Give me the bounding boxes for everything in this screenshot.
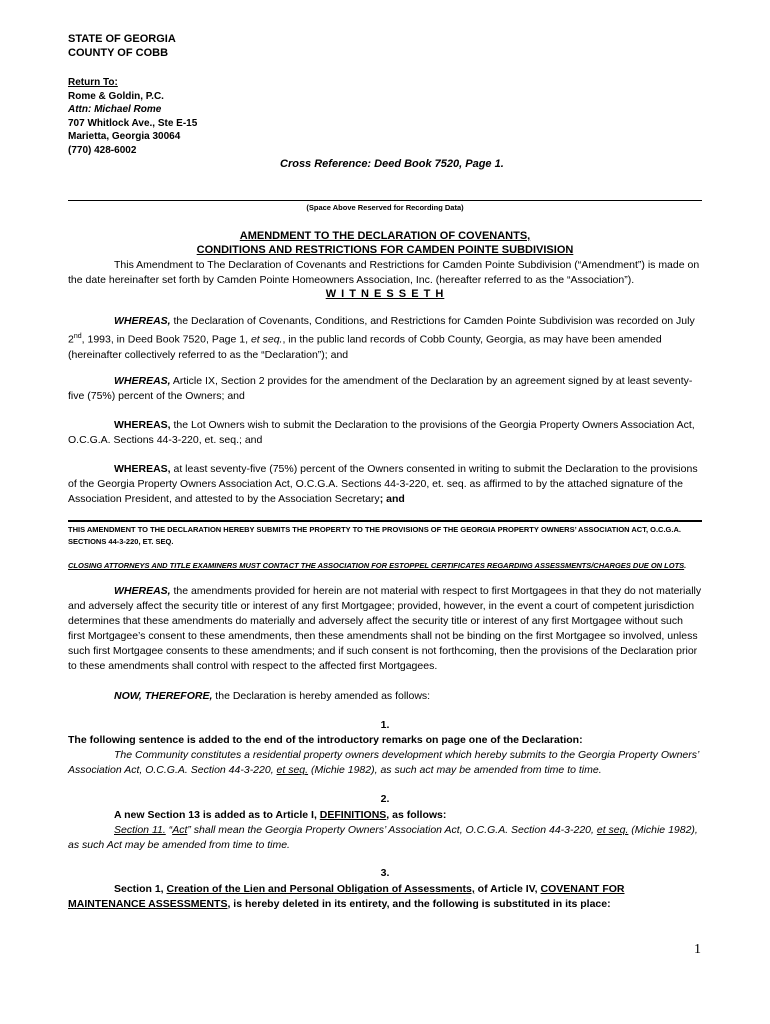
creation-of-lien-title: Creation of the Lien and Personal Obligation of Assessments, — [166, 883, 475, 895]
section-2-number: 2. — [380, 793, 390, 805]
county-line: COUNTY OF COBB — [68, 47, 169, 59]
et-seq: et seq. — [276, 764, 309, 776]
section-1-text-b: (Michie 1982), as such act may be amended from time to time. — [308, 764, 602, 776]
return-to-label: Return To: — [68, 77, 118, 88]
venue-header — [68, 32, 176, 60]
whereas-paragraph-3 — [68, 418, 702, 448]
section-3-text — [68, 882, 702, 912]
now-therefore-paragraph — [68, 689, 702, 704]
section-2-heading-b: , as follows: — [386, 809, 447, 821]
ordinal-suffix: nd — [73, 333, 82, 340]
whereas-paragraph-2 — [68, 374, 702, 404]
whereas-text: the Lot Owners wish to submit the Declaration to the provisions of the Georgia Property Owners Association Act, O.C.G.A. Sections 44-3-220, et. seq.; and — [68, 419, 695, 446]
document-title — [0, 229, 770, 257]
whereas-paragraph-5 — [68, 584, 702, 674]
whereas-text: the Declaration of Covenants, Conditions, and Restrictions for Camden Pointe Subdivision was recorded on July 2 — [68, 315, 695, 346]
now-therefore-text: the Declaration is hereby amended as follows: — [212, 690, 431, 702]
whereas-lead: WHEREAS, — [114, 585, 171, 597]
section-3-text-a: Section 1, — [114, 883, 167, 895]
whereas-text: at least seventy-five (75%) percent of the Owners consented in writing to submit the Declaration to the provisions of the Georgia Property Owners Association Act, O.C.G.A. Sections 44-3-220, et. seq. as affirmed to by the attached signature of the Association President, and attested to by the Association Secretary — [68, 463, 698, 505]
section-2-heading — [68, 808, 702, 823]
submission-notice: THIS AMENDMENT TO THE DECLARATION HEREBY SUBMITS THE PROPERTY TO THE PROVISIONS OF THE GEORGIA PROPERTY OWNERS’ ASSOCIATION ACT, O.C.G.A. SECTIONS 44-3-220, ET. SEQ. — [68, 525, 681, 546]
whereas-lead: WHEREAS, — [114, 375, 171, 387]
estoppel-notice — [68, 560, 702, 572]
section-1-heading: The following sentence is added to the end of the introductory remarks on page one of the Declaration: — [68, 734, 583, 746]
whereas-tail: ; and — [379, 493, 405, 505]
section-3-text-b: of Article IV, — [474, 883, 541, 895]
definitions-label: DEFINITIONS — [319, 809, 387, 821]
whereas-text: Article IX, Section 2 provides for the amendment of the Declaration by an agreement signed by at least seventy-five (75%) percent of the Owners; and — [68, 375, 693, 402]
address-line-1: 707 Whitlock Ave., Ste E-15 — [68, 117, 198, 129]
whereas-text-c: , in the public land records of Cobb County, Georgia, as may have been amended (hereinafter collectively referred to as the “Declaration”); and — [68, 333, 662, 361]
section-3-number: 3. — [380, 867, 390, 879]
et-seq: et seq. — [596, 824, 629, 836]
whereas-text: the amendments provided for herein are not material with respect to first Mortgagees in that they do not materially and adversely affect the security title or interest of any first Mortgagee; provided, however, in the event a court of competent jurisdiction determines that these amendments do materially and adversely affect the security title or interest of any first Mortgagee without such first Mortgagee’s consent to these amendments, then these amendments shall not be binding on the first Mortgagee so involved, unless such first Mortgagee consents to these amendments; and if such consent is not forthcoming, then the provisions of the Declaration prior to these amendments shall control with respect to the affected first Mortgagees. — [68, 585, 702, 672]
act-open-quote: “ — [165, 824, 173, 836]
estoppel-notice-period: . — [684, 561, 687, 570]
firm-name: Rome & Goldin, P.C. — [68, 90, 164, 102]
title-line-2: CONDITIONS AND RESTRICTIONS FOR CAMDEN POINTE SUBDIVISION — [196, 244, 574, 256]
whereas-lead: WHEREAS, — [114, 315, 171, 327]
estoppel-notice-text: CLOSING ATTORNEYS AND TITLE EXAMINERS MUST CONTACT THE ASSOCIATION FOR ESTOPPEL CERTIFICATES REGARDING ASSESSMENTS/CHARGES DUE ON LOTS — [68, 561, 685, 570]
witnesseth-heading: W I T N E S S E T H — [325, 288, 445, 300]
intro-paragraph: This Amendment to The Declaration of Covenants and Restrictions for Camden Pointe Subdivision (“Amendment”) is made on the date hereinafter set forth by Camden Pointe Homeowners Association, Inc. (hereafter referred to as the “Association”). — [68, 259, 700, 286]
phone-line: (770) 428-6002 — [68, 144, 137, 156]
whereas-paragraph-1 — [68, 314, 702, 363]
whereas-lead: WHEREAS, — [114, 419, 171, 431]
section-3-text-c: , is hereby deleted in its entirety, and the following is substituted in its place: — [227, 898, 611, 910]
section-1-number: 1. — [380, 719, 390, 731]
whereas-text-b: , 1993, in Deed Book 7520, Page 1, — [81, 333, 251, 346]
whereas-lead: WHEREAS, — [114, 463, 171, 475]
whereas-paragraph-4 — [68, 462, 702, 507]
notice-divider — [68, 520, 702, 522]
act-term: Act — [172, 824, 188, 836]
address-line-2: Marietta, Georgia 30064 — [68, 131, 181, 142]
return-to-block — [68, 76, 197, 157]
section-2-heading-a: A new Section 13 is added as to Article I, — [114, 809, 320, 821]
recording-divider — [68, 200, 702, 201]
section-11-label: Section 11. — [114, 824, 166, 836]
state-line: STATE OF GEORGIA — [68, 33, 176, 45]
section-1-text-a: The Community constitutes a residential property owners development which hereby submits to the Georgia Property Owners’ Association Act, O.C.G.A. Section 44-3-220, — [68, 749, 699, 776]
section-2-text — [68, 823, 702, 853]
space-reserved-note: (Space Above Reserved for Recording Data) — [306, 203, 464, 212]
title-line-1: AMENDMENT TO THE DECLARATION OF COVENANTS, — [239, 230, 531, 242]
section-2-text-a: ” shall mean the Georgia Property Owners’ Association Act, O.C.G.A. Section 44-3-220, — [187, 824, 597, 836]
covenant-assessments-title: COVENANT FOR MAINTENANCE ASSESSMENTS — [68, 883, 625, 910]
attention-line: Attn: Michael Rome — [68, 104, 162, 115]
section-2-text-b: (Michie 1982), as such Act may be amended from time to time. — [68, 824, 698, 851]
page-number: 1 — [694, 942, 701, 957]
section-1-text — [68, 748, 702, 778]
et-seq: et seq. — [250, 333, 283, 346]
now-therefore-lead: NOW, THEREFORE, — [114, 690, 213, 702]
cross-reference: Cross Reference: Deed Book 7520, Page 1. — [280, 158, 504, 170]
